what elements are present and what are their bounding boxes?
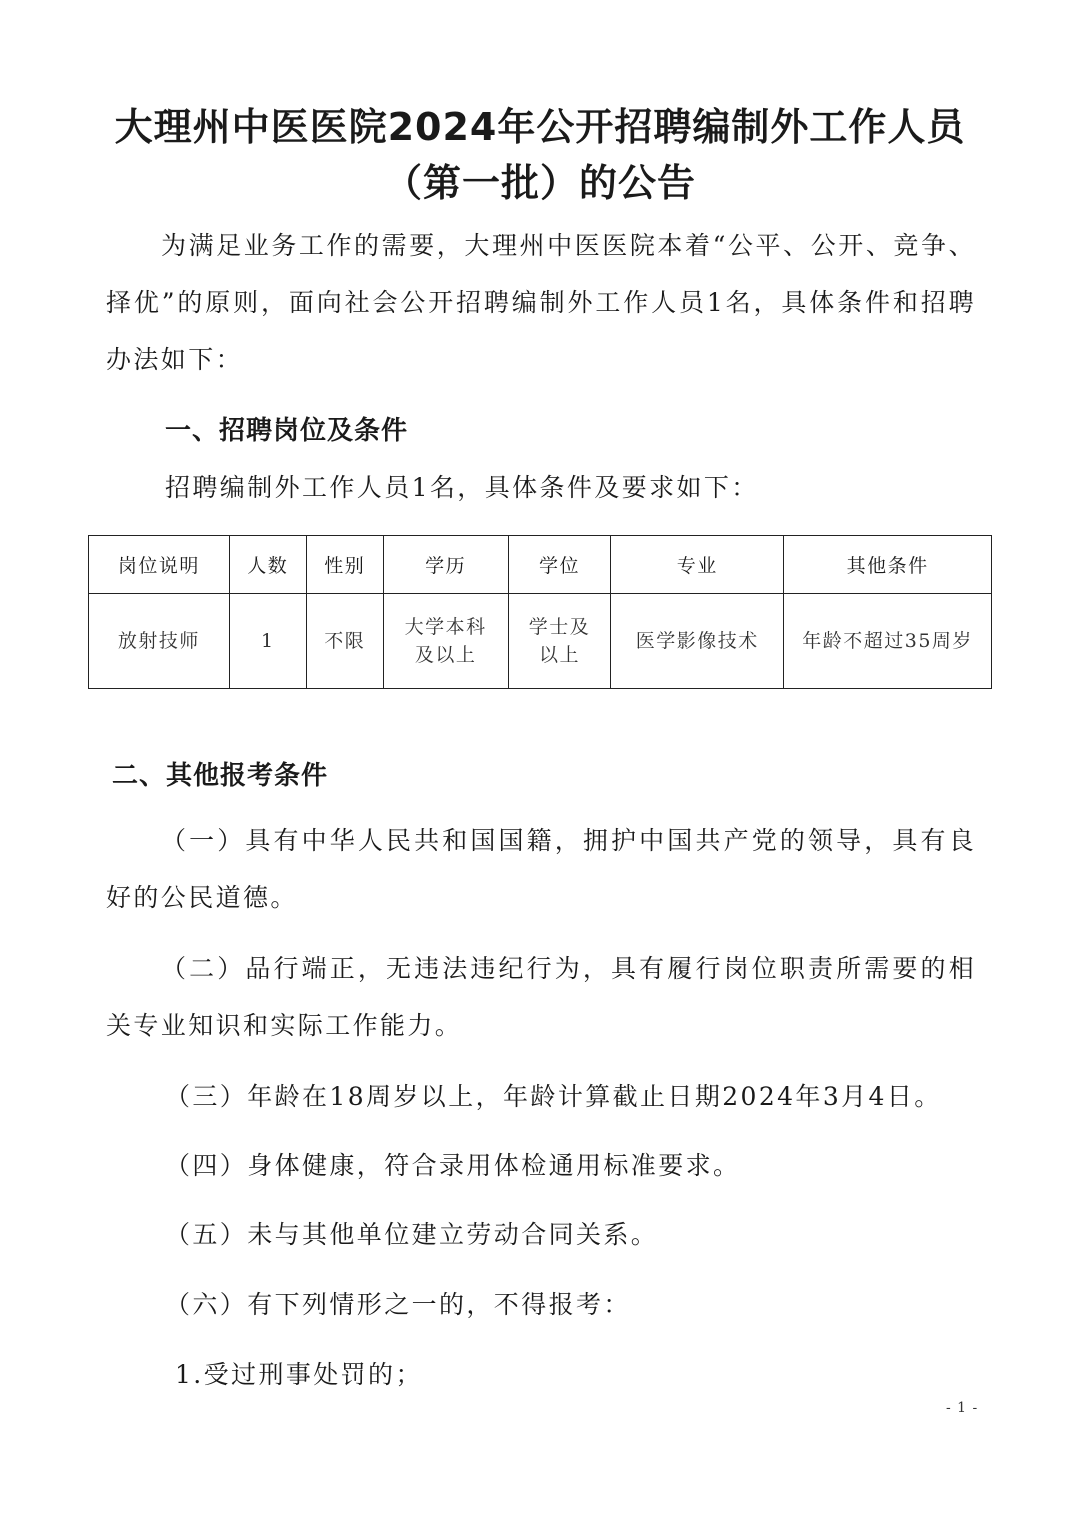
cell-post: 放射技师 [89, 594, 230, 689]
notice-title-line1: 大理州中医医院2024年公开招聘编制外工作人员 [114, 105, 966, 149]
header-education: 学历 [383, 536, 508, 594]
cell-education-line1: 大学本科 [404, 616, 487, 638]
section2-heading: 二、其他报考条件 [112, 761, 329, 791]
header-gender: 性别 [306, 536, 383, 594]
header-post: 岗位说明 [89, 536, 230, 594]
cell-education-line2: 及以上 [414, 644, 477, 666]
header-other: 其他条件 [784, 536, 992, 594]
section1-lead: 招聘编制外工作人员1名，具体条件及要求如下： [165, 473, 759, 502]
intro-paragraph: 为满足业务工作的需要，大理州中医医院本着“公平、公开、竞争、择优”的原则，面向社会公开招聘编制外工作人员1名，具体条件和招聘办法如下： [106, 231, 976, 374]
condition-item-5: （五）未与其他单位建立劳动合同关系。 [165, 1220, 659, 1249]
condition-item-3: （三）年龄在18周岁以上，年龄计算截止日期2024年3月4日。 [165, 1082, 942, 1111]
cell-gender: 不限 [306, 594, 383, 689]
cell-degree [508, 594, 611, 689]
cell-degree-line2: 以上 [538, 644, 580, 666]
recruitment-table [88, 535, 992, 689]
condition-item-4: （四）身体健康，符合录用体检通用标准要求。 [165, 1151, 741, 1180]
cell-count: 1 [229, 594, 306, 689]
notice-title-line2: （第一批）的公告 [383, 161, 696, 205]
header-major: 专业 [611, 536, 784, 594]
table-header-row [89, 536, 992, 594]
header-degree: 学位 [508, 536, 611, 594]
condition-item-2: （二）品行端正，无违法违纪行为，具有履行岗位职责所需要的相关专业知识和实际工作能力。 [106, 954, 976, 1040]
page-number: - 1 - [946, 1400, 979, 1416]
header-count: 人数 [229, 536, 306, 594]
cell-major: 医学影像技术 [611, 594, 784, 689]
condition-subitem-1: 1.受过刑事处罚的； [175, 1360, 423, 1389]
cell-degree-line1: 学士及 [528, 616, 591, 638]
table-row [89, 594, 992, 689]
section1-heading: 一、招聘岗位及条件 [165, 416, 409, 446]
cell-education [383, 594, 508, 689]
cell-other: 年龄不超过35周岁 [784, 594, 992, 689]
condition-item-1: （一）具有中华人民共和国国籍，拥护中国共产党的领导，具有良好的公民道德。 [106, 826, 976, 912]
condition-item-6: （六）有下列情形之一的，不得报考： [165, 1290, 631, 1319]
